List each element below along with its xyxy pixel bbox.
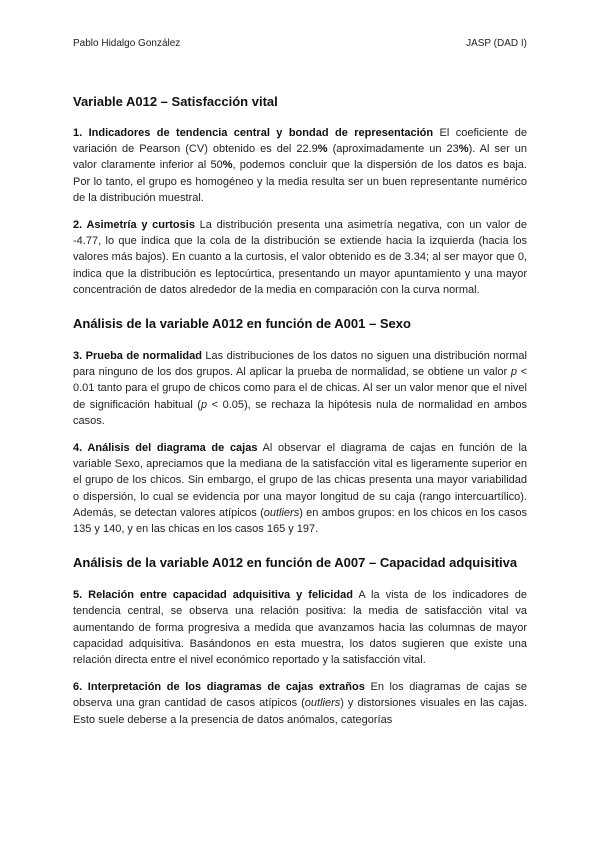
paragraph-3-text-c: < 0.05), se rechaza la hipótesis nula de normalidad en ambos casos. <box>73 398 527 427</box>
paragraph-3-p-symbol-2: p <box>200 398 208 411</box>
paragraph-4 <box>73 440 527 537</box>
paragraph-1-pct-2: % <box>458 143 469 156</box>
paragraph-3-text-b: < 0.01 tanto para el grupo de chicos como para el de chicas. Al ser un valor menor que el nivel de significación habitual ( <box>73 366 527 411</box>
paragraph-5-lead: 5. Relación entre capacidad adquisitiva y felicidad <box>73 589 353 602</box>
header-author: Pablo Hidalgo González <box>73 38 181 49</box>
paragraph-5 <box>73 587 527 668</box>
paragraph-3-lead: 3. Prueba de normalidad <box>73 350 202 363</box>
paragraph-4-outliers: outliers <box>263 506 300 519</box>
paragraph-1-pct-1: % <box>317 143 328 156</box>
paragraph-1 <box>73 125 527 206</box>
paragraph-4-text-b: ) en ambos grupos: en los chicos en los casos 135 y 140, y en las chicas en los casos 165 y 197. <box>73 506 527 536</box>
paragraph-3-text-a: Las distribuciones de los datos no siguen una distribución normal para ninguno de los dos grupos. Al aplicar la prueba de normalidad, se obtiene un valor <box>73 350 527 379</box>
paragraph-4-text-a: Al observar el diagrama de cajas en función de la variable Sexo, apreciamos que la mediana de la satisfacción vital es ligeramente superior en el grupo de los chicos. Sin embargo, el grupo de las chicas presenta una mayor variabilidad o dispersión, lo cual se evidencia por una mayor longitud de su caja (rango intercuartílico). Además, se detectan valores atípicos ( <box>73 442 527 519</box>
paragraph-1-lead: 1. Indicadores de tendencia central y bondad de representación <box>73 127 434 139</box>
paragraph-2 <box>73 217 527 298</box>
paragraph-1-text-a: El coeficiente de variación de Pearson (CV) obtenido es del 22.9 <box>73 127 527 156</box>
paragraph-6-outliers: outliers <box>304 697 341 710</box>
paragraph-3 <box>73 348 527 429</box>
header-course: JASP (DAD I) <box>466 38 527 49</box>
paragraph-6-text-b: ) y distorsiones visuales en las cajas. Esto suele deberse a la presencia de datos anómalos, categorías <box>73 697 528 726</box>
paragraph-6-lead: 6. Interpretación de los diagramas de cajas extraños <box>73 681 365 694</box>
paragraph-6-text-a: En los diagramas de cajas se observa una gran cantidad de casos atípicos ( <box>73 681 527 710</box>
paragraph-3-p-symbol-1: p <box>510 366 517 379</box>
page-header <box>73 38 527 49</box>
section-title-a012: Variable A012 – Satisfacción vital <box>73 94 278 109</box>
paragraph-1-text-g: , podemos concluir que la dispersión de los datos es baja. Por lo tanto, el grupo es homogéneo y la media resulta ser un buen representante numérico de la distribución muestral. <box>73 159 527 204</box>
paragraph-4-lead: 4. Análisis del diagrama de cajas <box>73 442 258 455</box>
section-title-capacidad: Análisis de la variable A012 en función de A007 – Capacidad adquisitiva <box>73 555 518 571</box>
paragraph-1-pct-3: % <box>222 159 233 172</box>
paragraph-1-text-c: (aproximadamente un 23 <box>327 143 459 156</box>
paragraph-2-lead: 2. Asimetría y curtosis <box>73 219 195 232</box>
paragraph-1-text-e: ). Al ser un valor claramente inferior al 50 <box>73 143 527 172</box>
paragraph-2-text: La distribución presenta una asimetría negativa, con un valor de -4.77, lo que indica que la cola de la distribución se extiende hacia la izquierda (hacia los valores más bajos). En cuanto a la curtosis, el valor obtenido es de 3.34; al ser mayor que 0, indica que la distribución es leptocúrtica, presentando un mayor apuntamiento y una mayor concentración de datos alrededor de la media en comparación con la curva normal. <box>73 219 527 296</box>
paragraph-5-text: A la vista de los indicadores de tendencia central, se observa una relación positiva: la media de satisfacción vital va aumentando de forma progresiva a medida que avanzamos hacia las columnas de mayor capacidad adquisitiva. Basándonos en esta muestra, los datos sugieren que existe una relación directa entre el nivel económico reportado y la satisfacción vital. <box>73 589 528 667</box>
paragraph-6 <box>73 679 527 728</box>
section-title-sexo: Análisis de la variable A012 en función de A001 – Sexo <box>73 316 411 332</box>
